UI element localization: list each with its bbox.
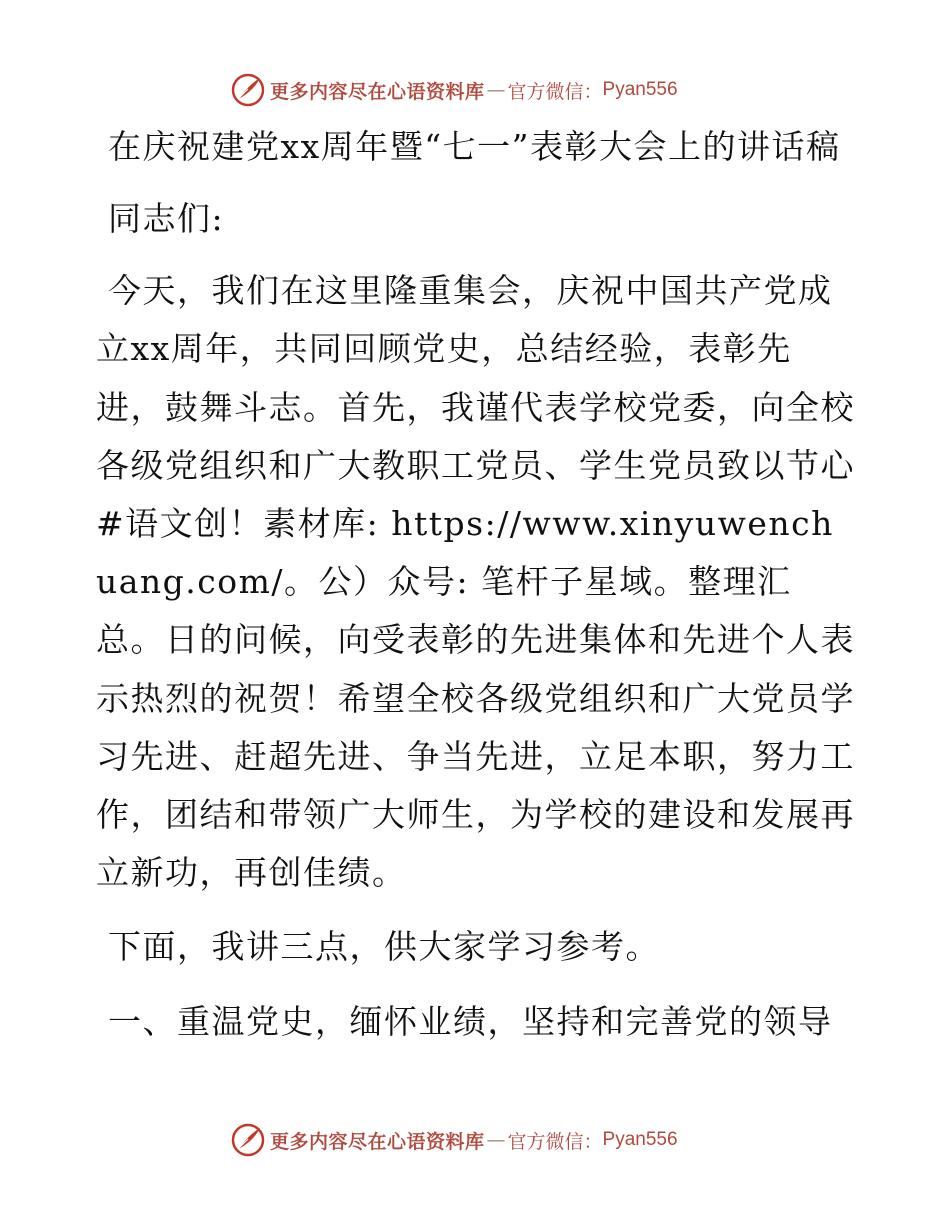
salutation: 同志们: <box>108 199 225 238</box>
watermark-wechat-label: 官方微信： <box>507 1130 603 1153</box>
feather-quill-icon <box>230 72 266 108</box>
watermark-separator: — <box>486 1129 506 1151</box>
watermark-brand-text: 更多内容尽在心语资料库 <box>270 1130 485 1153</box>
watermark-brand-text: 更多内容尽在心语资料库 <box>270 80 485 103</box>
page-title: 在庆祝建党xx周年暨“七一”表彰大会上的讲话稿 <box>108 127 841 166</box>
footer-watermark <box>230 1120 678 1160</box>
watermark-separator: — <box>486 79 506 101</box>
paragraph-outline: 下面，我讲三点，供大家学习参考。 <box>108 927 660 967</box>
header-watermark <box>230 70 678 110</box>
watermark-wechat-id: Pyan556 <box>602 79 678 100</box>
paragraph-opening: 今天，我们在这里隆重集会，庆祝中国共产党成立xx周年，共同回顾党史，总结经验，表彰先进，鼓舞斗志。首先，我谨代表学校党委，向全校各级党组织和广大教职工党员、学生党员致以节心#语文创！素材库: https://www.xinyuwenchuang.com/。公）众号: 笔杆子星域。整理汇总。日的问候，向受表彰的先进集体和先进个人表示热烈的祝贺！希望全校各级党组织和广大党员学习先进、赶超先进、争当先进，立足本职，努力工作，团结和带领广大师生，为学校的建设和发展再立新功，再创佳绩。 <box>96 271 855 893</box>
feather-quill-icon <box>230 1122 266 1158</box>
watermark-wechat-label: 官方微信： <box>507 80 603 103</box>
watermark-wechat-id: Pyan556 <box>602 1129 678 1150</box>
document-body <box>96 118 856 1051</box>
section-heading-1: 一、重温党史，缅怀业绩，坚持和完善党的领导 <box>108 1001 833 1041</box>
